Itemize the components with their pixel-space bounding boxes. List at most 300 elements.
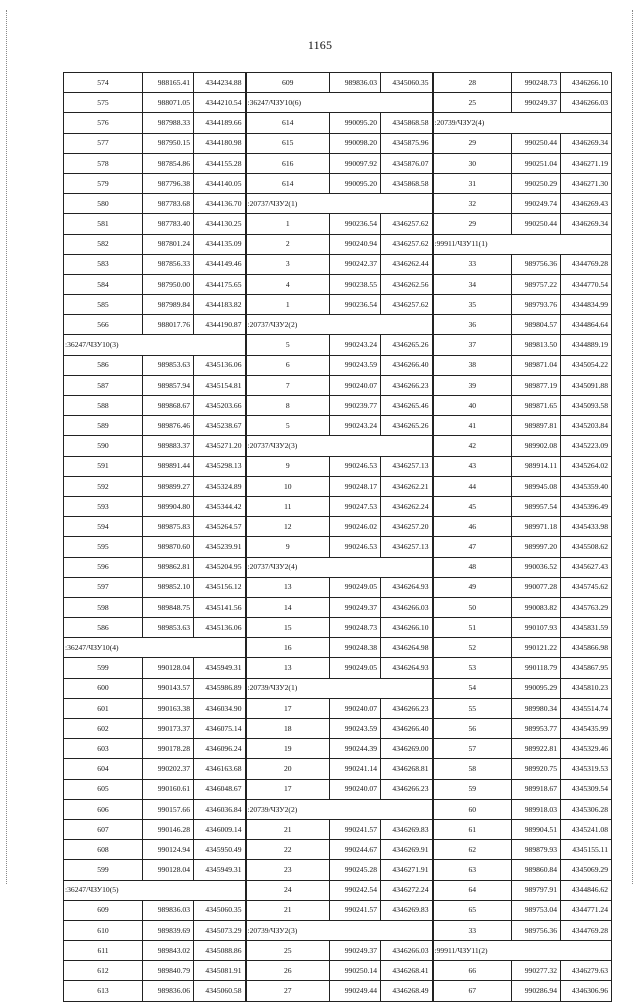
- table-row: [64, 759, 612, 779]
- x-coordinate-cell: 990246.53: [330, 537, 381, 557]
- point-number-cell: 576: [64, 113, 143, 133]
- y-coordinate-cell: 4346269.34: [561, 133, 612, 153]
- point-number-cell: 14: [246, 597, 330, 617]
- x-coordinate-cell: 990244.39: [330, 739, 381, 759]
- point-number-cell: 614: [246, 113, 330, 133]
- y-coordinate-cell: 4344189.66: [194, 113, 246, 133]
- x-coordinate-cell: 990245.28: [330, 860, 381, 880]
- y-coordinate-cell: 4345136.06: [194, 355, 246, 375]
- point-number-cell: 54: [433, 678, 512, 698]
- section-heading-cell: :20739/ЧЗУ2(1): [246, 678, 433, 698]
- point-number-cell: 45: [433, 496, 512, 516]
- y-coordinate-cell: 4345876.07: [381, 153, 433, 173]
- y-coordinate-cell: 4346268.81: [381, 759, 433, 779]
- section-heading-cell: :20737/ЧЗУ2(4): [246, 557, 433, 577]
- section-heading-cell: :36247/ЧЗУ10(3): [64, 335, 246, 355]
- x-coordinate-cell: 987783.40: [143, 214, 194, 234]
- y-coordinate-cell: 4345088.86: [194, 941, 246, 961]
- point-number-cell: 49: [433, 577, 512, 597]
- x-coordinate-cell: 990243.24: [330, 335, 381, 355]
- section-heading-cell: :20739/ЧЗУ2(4): [433, 113, 612, 133]
- x-coordinate-cell: 990249.05: [330, 577, 381, 597]
- x-coordinate-cell: 990098.20: [330, 133, 381, 153]
- y-coordinate-cell: 4344135.09: [194, 234, 246, 254]
- y-coordinate-cell: 4346271.30: [561, 173, 612, 193]
- point-number-cell: 602: [64, 719, 143, 739]
- point-number-cell: 609: [246, 73, 330, 93]
- point-number-cell: 46: [433, 517, 512, 537]
- point-number-cell: 12: [246, 517, 330, 537]
- x-coordinate-cell: 990163.38: [143, 698, 194, 718]
- x-coordinate-cell: 990128.04: [143, 860, 194, 880]
- x-coordinate-cell: 989971.18: [512, 517, 561, 537]
- point-number-cell: 594: [64, 517, 143, 537]
- y-coordinate-cell: 4344771.24: [561, 900, 612, 920]
- y-coordinate-cell: 4346075.14: [194, 719, 246, 739]
- table-row: [64, 254, 612, 274]
- point-number-cell: 3: [246, 254, 330, 274]
- x-coordinate-cell: 990236.54: [330, 214, 381, 234]
- x-coordinate-cell: 989860.84: [512, 860, 561, 880]
- x-coordinate-cell: 990249.37: [330, 597, 381, 617]
- y-coordinate-cell: 4346266.10: [561, 73, 612, 93]
- y-coordinate-cell: 4345154.81: [194, 375, 246, 395]
- x-coordinate-cell: 989836.03: [330, 73, 381, 93]
- table-row: [64, 113, 612, 133]
- y-coordinate-cell: 4346264.98: [381, 638, 433, 658]
- x-coordinate-cell: 990241.14: [330, 759, 381, 779]
- x-coordinate-cell: 990249.37: [512, 93, 561, 113]
- point-number-cell: 608: [64, 840, 143, 860]
- y-coordinate-cell: 4345359.40: [561, 476, 612, 496]
- y-coordinate-cell: 4345060.35: [194, 900, 246, 920]
- x-coordinate-cell: 990083.82: [512, 597, 561, 617]
- y-coordinate-cell: 4344140.05: [194, 173, 246, 193]
- point-number-cell: 64: [433, 880, 512, 900]
- point-number-cell: 33: [433, 920, 512, 940]
- x-coordinate-cell: 990095.20: [330, 113, 381, 133]
- point-number-cell: 5: [246, 335, 330, 355]
- x-coordinate-cell: 989868.67: [143, 396, 194, 416]
- x-coordinate-cell: 990128.04: [143, 658, 194, 678]
- y-coordinate-cell: 4345344.42: [194, 496, 246, 516]
- point-number-cell: 575: [64, 93, 143, 113]
- y-coordinate-cell: 4345091.88: [561, 375, 612, 395]
- point-number-cell: 44: [433, 476, 512, 496]
- y-coordinate-cell: 4346266.40: [381, 355, 433, 375]
- point-number-cell: 595: [64, 537, 143, 557]
- y-coordinate-cell: 4345203.84: [561, 416, 612, 436]
- table-row: [64, 214, 612, 234]
- x-coordinate-cell: 989757.22: [512, 274, 561, 294]
- x-coordinate-cell: 989914.11: [512, 456, 561, 476]
- y-coordinate-cell: 4345073.29: [194, 920, 246, 940]
- x-coordinate-cell: 989871.04: [512, 355, 561, 375]
- point-number-cell: 566: [64, 315, 143, 335]
- table-row: [64, 941, 612, 961]
- table-row: [64, 678, 612, 698]
- x-coordinate-cell: 989857.94: [143, 375, 194, 395]
- x-coordinate-cell: 987801.24: [143, 234, 194, 254]
- x-coordinate-cell: 989843.02: [143, 941, 194, 961]
- x-coordinate-cell: 989904.80: [143, 496, 194, 516]
- x-coordinate-cell: 989871.65: [512, 396, 561, 416]
- x-coordinate-cell: 989836.03: [143, 900, 194, 920]
- table-row: [64, 375, 612, 395]
- x-coordinate-cell: 990118.79: [512, 658, 561, 678]
- x-coordinate-cell: 989877.19: [512, 375, 561, 395]
- y-coordinate-cell: 4345141.56: [194, 597, 246, 617]
- table-row: [64, 315, 612, 335]
- x-coordinate-cell: 988071.05: [143, 93, 194, 113]
- y-coordinate-cell: 4344769.28: [561, 254, 612, 274]
- x-coordinate-cell: 990143.57: [143, 678, 194, 698]
- x-coordinate-cell: 989902.08: [512, 436, 561, 456]
- y-coordinate-cell: 4345069.29: [561, 860, 612, 880]
- point-number-cell: 16: [246, 638, 330, 658]
- x-coordinate-cell: 989918.03: [512, 799, 561, 819]
- x-coordinate-cell: 990238.55: [330, 274, 381, 294]
- point-number-cell: 604: [64, 759, 143, 779]
- x-coordinate-cell: 990236.54: [330, 295, 381, 315]
- x-coordinate-cell: 989997.20: [512, 537, 561, 557]
- point-number-cell: 43: [433, 456, 512, 476]
- x-coordinate-cell: 990243.59: [330, 355, 381, 375]
- section-heading-cell: :20737/ЧЗУ2(3): [246, 436, 433, 456]
- x-coordinate-cell: 990249.74: [512, 194, 561, 214]
- point-number-cell: 616: [246, 153, 330, 173]
- x-coordinate-cell: 989957.54: [512, 496, 561, 516]
- x-coordinate-cell: 990121.22: [512, 638, 561, 658]
- point-number-cell: 17: [246, 698, 330, 718]
- y-coordinate-cell: 4345810.23: [561, 678, 612, 698]
- y-coordinate-cell: 4346257.62: [381, 234, 433, 254]
- x-coordinate-cell: 989922.81: [512, 739, 561, 759]
- point-number-cell: 609: [64, 900, 143, 920]
- point-number-cell: 28: [433, 73, 512, 93]
- x-coordinate-cell: 989862.81: [143, 557, 194, 577]
- table-row: [64, 840, 612, 860]
- y-coordinate-cell: 4345514.74: [561, 698, 612, 718]
- x-coordinate-cell: 989980.34: [512, 698, 561, 718]
- y-coordinate-cell: 4346269.91: [381, 840, 433, 860]
- point-number-cell: 13: [246, 577, 330, 597]
- y-coordinate-cell: 4345271.20: [194, 436, 246, 456]
- y-coordinate-cell: 4344183.82: [194, 295, 246, 315]
- point-number-cell: 599: [64, 860, 143, 880]
- point-number-cell: 60: [433, 799, 512, 819]
- point-number-cell: 39: [433, 375, 512, 395]
- y-coordinate-cell: 4345949.31: [194, 860, 246, 880]
- coordinates-table: [63, 72, 612, 1002]
- x-coordinate-cell: 990250.44: [512, 214, 561, 234]
- y-coordinate-cell: 4345508.62: [561, 537, 612, 557]
- table-row: [64, 496, 612, 516]
- x-coordinate-cell: 990095.20: [330, 173, 381, 193]
- point-number-cell: 8: [246, 396, 330, 416]
- point-number-cell: 589: [64, 416, 143, 436]
- y-coordinate-cell: 4346264.93: [381, 658, 433, 678]
- table-row: [64, 819, 612, 839]
- table-row: [64, 234, 612, 254]
- table-row: [64, 799, 612, 819]
- x-coordinate-cell: 989839.69: [143, 920, 194, 940]
- point-number-cell: 41: [433, 416, 512, 436]
- table-row: [64, 698, 612, 718]
- table-row: [64, 173, 612, 193]
- x-coordinate-cell: 990173.37: [143, 719, 194, 739]
- x-coordinate-cell: 987950.00: [143, 274, 194, 294]
- x-coordinate-cell: 989875.83: [143, 517, 194, 537]
- y-coordinate-cell: 4345868.58: [381, 113, 433, 133]
- x-coordinate-cell: 990286.94: [512, 981, 561, 1001]
- x-coordinate-cell: 990036.52: [512, 557, 561, 577]
- point-number-cell: 612: [64, 961, 143, 981]
- point-number-cell: 9: [246, 537, 330, 557]
- y-coordinate-cell: 4346266.03: [561, 93, 612, 113]
- x-coordinate-cell: 989891.44: [143, 456, 194, 476]
- x-coordinate-cell: 990240.07: [330, 375, 381, 395]
- x-coordinate-cell: 990240.07: [330, 779, 381, 799]
- y-coordinate-cell: 4346262.24: [381, 496, 433, 516]
- point-number-cell: 65: [433, 900, 512, 920]
- y-coordinate-cell: 4346257.13: [381, 456, 433, 476]
- point-number-cell: 67: [433, 981, 512, 1001]
- y-coordinate-cell: 4345745.62: [561, 577, 612, 597]
- x-coordinate-cell: 990178.28: [143, 739, 194, 759]
- table-row: [64, 920, 612, 940]
- x-coordinate-cell: 990124.94: [143, 840, 194, 860]
- table-row: [64, 93, 612, 113]
- x-coordinate-cell: 990249.44: [330, 981, 381, 1001]
- y-coordinate-cell: 4345238.67: [194, 416, 246, 436]
- y-coordinate-cell: 4346265.26: [381, 335, 433, 355]
- point-number-cell: 593: [64, 496, 143, 516]
- point-number-cell: 53: [433, 658, 512, 678]
- y-coordinate-cell: 4345239.91: [194, 537, 246, 557]
- y-coordinate-cell: 4346257.20: [381, 517, 433, 537]
- x-coordinate-cell: 990241.57: [330, 819, 381, 839]
- point-number-cell: 596: [64, 557, 143, 577]
- x-coordinate-cell: 990240.94: [330, 234, 381, 254]
- y-coordinate-cell: 4345866.98: [561, 638, 612, 658]
- x-coordinate-cell: 990250.29: [512, 173, 561, 193]
- y-coordinate-cell: 4344846.62: [561, 880, 612, 900]
- y-coordinate-cell: 4345875.96: [381, 133, 433, 153]
- point-number-cell: 10: [246, 476, 330, 496]
- x-coordinate-cell: 989853.63: [143, 355, 194, 375]
- y-coordinate-cell: 4346269.83: [381, 819, 433, 839]
- y-coordinate-cell: 4345329.46: [561, 739, 612, 759]
- point-number-cell: 32: [433, 194, 512, 214]
- table-row: [64, 537, 612, 557]
- x-coordinate-cell: 989899.27: [143, 476, 194, 496]
- y-coordinate-cell: 4344136.70: [194, 194, 246, 214]
- point-number-cell: 577: [64, 133, 143, 153]
- y-coordinate-cell: 4344769.28: [561, 920, 612, 940]
- y-coordinate-cell: 4344155.28: [194, 153, 246, 173]
- y-coordinate-cell: 4346266.23: [381, 779, 433, 799]
- point-number-cell: 600: [64, 678, 143, 698]
- x-coordinate-cell: 990242.37: [330, 254, 381, 274]
- point-number-cell: 20: [246, 759, 330, 779]
- x-coordinate-cell: 990248.73: [512, 73, 561, 93]
- x-coordinate-cell: 990241.57: [330, 900, 381, 920]
- point-number-cell: 582: [64, 234, 143, 254]
- point-number-cell: 607: [64, 819, 143, 839]
- y-coordinate-cell: 4345950.49: [194, 840, 246, 860]
- y-coordinate-cell: 4346306.96: [561, 981, 612, 1001]
- point-number-cell: 591: [64, 456, 143, 476]
- point-number-cell: 59: [433, 779, 512, 799]
- x-coordinate-cell: 989793.76: [512, 295, 561, 315]
- y-coordinate-cell: 4345060.35: [381, 73, 433, 93]
- x-coordinate-cell: 989897.81: [512, 416, 561, 436]
- point-number-cell: 42: [433, 436, 512, 456]
- table-row: [64, 658, 612, 678]
- point-number-cell: 4: [246, 274, 330, 294]
- x-coordinate-cell: 990248.17: [330, 476, 381, 496]
- y-coordinate-cell: 4345204.95: [194, 557, 246, 577]
- y-coordinate-cell: 4344234.88: [194, 73, 246, 93]
- x-coordinate-cell: 989840.79: [143, 961, 194, 981]
- x-coordinate-cell: 990244.67: [330, 840, 381, 860]
- y-coordinate-cell: 4346279.63: [561, 961, 612, 981]
- y-coordinate-cell: 4345435.99: [561, 719, 612, 739]
- table-row: [64, 476, 612, 496]
- point-number-cell: 584: [64, 274, 143, 294]
- point-number-cell: 588: [64, 396, 143, 416]
- x-coordinate-cell: 989797.91: [512, 880, 561, 900]
- y-coordinate-cell: 4346096.24: [194, 739, 246, 759]
- x-coordinate-cell: 990250.14: [330, 961, 381, 981]
- y-coordinate-cell: 4345136.06: [194, 618, 246, 638]
- table-row: [64, 194, 612, 214]
- y-coordinate-cell: 4345060.58: [194, 981, 246, 1001]
- point-number-cell: 579: [64, 173, 143, 193]
- y-coordinate-cell: 4346036.84: [194, 799, 246, 819]
- y-coordinate-cell: 4344149.46: [194, 254, 246, 274]
- point-number-cell: 48: [433, 557, 512, 577]
- y-coordinate-cell: 4345949.31: [194, 658, 246, 678]
- point-number-cell: 18: [246, 719, 330, 739]
- table-row: [64, 517, 612, 537]
- table-row: [64, 981, 612, 1001]
- y-coordinate-cell: 4345868.58: [381, 173, 433, 193]
- x-coordinate-cell: 988165.41: [143, 73, 194, 93]
- x-coordinate-cell: 989756.36: [512, 920, 561, 940]
- point-number-cell: 23: [246, 860, 330, 880]
- x-coordinate-cell: 987988.33: [143, 113, 194, 133]
- section-heading-cell: :36247/ЧЗУ10(5): [64, 880, 246, 900]
- point-number-cell: 66: [433, 961, 512, 981]
- x-coordinate-cell: 989753.04: [512, 900, 561, 920]
- y-coordinate-cell: 4345831.59: [561, 618, 612, 638]
- point-number-cell: 11: [246, 496, 330, 516]
- y-coordinate-cell: 4346266.23: [381, 698, 433, 718]
- page-edge-right: [632, 10, 633, 884]
- point-number-cell: 598: [64, 597, 143, 617]
- y-coordinate-cell: 4345081.91: [194, 961, 246, 981]
- x-coordinate-cell: 990243.59: [330, 719, 381, 739]
- y-coordinate-cell: 4344834.99: [561, 295, 612, 315]
- x-coordinate-cell: 989848.75: [143, 597, 194, 617]
- point-number-cell: 58: [433, 759, 512, 779]
- y-coordinate-cell: 4344175.65: [194, 274, 246, 294]
- point-number-cell: 605: [64, 779, 143, 799]
- point-number-cell: 55: [433, 698, 512, 718]
- x-coordinate-cell: 989813.50: [512, 335, 561, 355]
- point-number-cell: 586: [64, 355, 143, 375]
- y-coordinate-cell: 4346271.91: [381, 860, 433, 880]
- x-coordinate-cell: 990250.44: [512, 133, 561, 153]
- y-coordinate-cell: 4346266.03: [381, 941, 433, 961]
- section-heading-cell: :20739/ЧЗУ2(2): [246, 799, 433, 819]
- y-coordinate-cell: 4344190.87: [194, 315, 246, 335]
- point-number-cell: 31: [433, 173, 512, 193]
- point-number-cell: 27: [246, 981, 330, 1001]
- point-number-cell: 580: [64, 194, 143, 214]
- point-number-cell: 30: [433, 153, 512, 173]
- point-number-cell: 35: [433, 295, 512, 315]
- y-coordinate-cell: 4346266.10: [381, 618, 433, 638]
- y-coordinate-cell: 4345319.53: [561, 759, 612, 779]
- table-row: [64, 779, 612, 799]
- y-coordinate-cell: 4346272.24: [381, 880, 433, 900]
- x-coordinate-cell: 989904.51: [512, 819, 561, 839]
- y-coordinate-cell: 4346257.13: [381, 537, 433, 557]
- section-heading-cell: :36247/ЧЗУ10(4): [64, 638, 246, 658]
- y-coordinate-cell: 4346264.93: [381, 577, 433, 597]
- x-coordinate-cell: 990107.93: [512, 618, 561, 638]
- x-coordinate-cell: 989870.60: [143, 537, 194, 557]
- x-coordinate-cell: 990247.53: [330, 496, 381, 516]
- x-coordinate-cell: 989918.67: [512, 779, 561, 799]
- y-coordinate-cell: 4346269.83: [381, 900, 433, 920]
- table-row: [64, 961, 612, 981]
- point-number-cell: 25: [433, 93, 512, 113]
- x-coordinate-cell: 987783.68: [143, 194, 194, 214]
- table-row: [64, 880, 612, 900]
- x-coordinate-cell: 989852.10: [143, 577, 194, 597]
- point-number-cell: 587: [64, 375, 143, 395]
- table-row: [64, 719, 612, 739]
- x-coordinate-cell: 987989.84: [143, 295, 194, 315]
- table-row: [64, 73, 612, 93]
- x-coordinate-cell: 990248.73: [330, 618, 381, 638]
- page-edge-left: [6, 10, 7, 884]
- point-number-cell: 52: [433, 638, 512, 658]
- point-number-cell: 586: [64, 618, 143, 638]
- point-number-cell: 21: [246, 900, 330, 920]
- y-coordinate-cell: 4346262.44: [381, 254, 433, 274]
- y-coordinate-cell: 4346268.41: [381, 961, 433, 981]
- point-number-cell: 2: [246, 234, 330, 254]
- y-coordinate-cell: 4344210.54: [194, 93, 246, 113]
- y-coordinate-cell: 4346266.03: [381, 597, 433, 617]
- point-number-cell: 613: [64, 981, 143, 1001]
- point-number-cell: 26: [246, 961, 330, 981]
- y-coordinate-cell: 4345156.12: [194, 577, 246, 597]
- table-row: [64, 900, 612, 920]
- x-coordinate-cell: 990249.05: [330, 658, 381, 678]
- point-number-cell: 581: [64, 214, 143, 234]
- point-number-cell: 615: [246, 133, 330, 153]
- x-coordinate-cell: 989920.75: [512, 759, 561, 779]
- table-row: [64, 618, 612, 638]
- section-heading-cell: :20737/ЧЗУ2(2): [246, 315, 433, 335]
- point-number-cell: 37: [433, 335, 512, 355]
